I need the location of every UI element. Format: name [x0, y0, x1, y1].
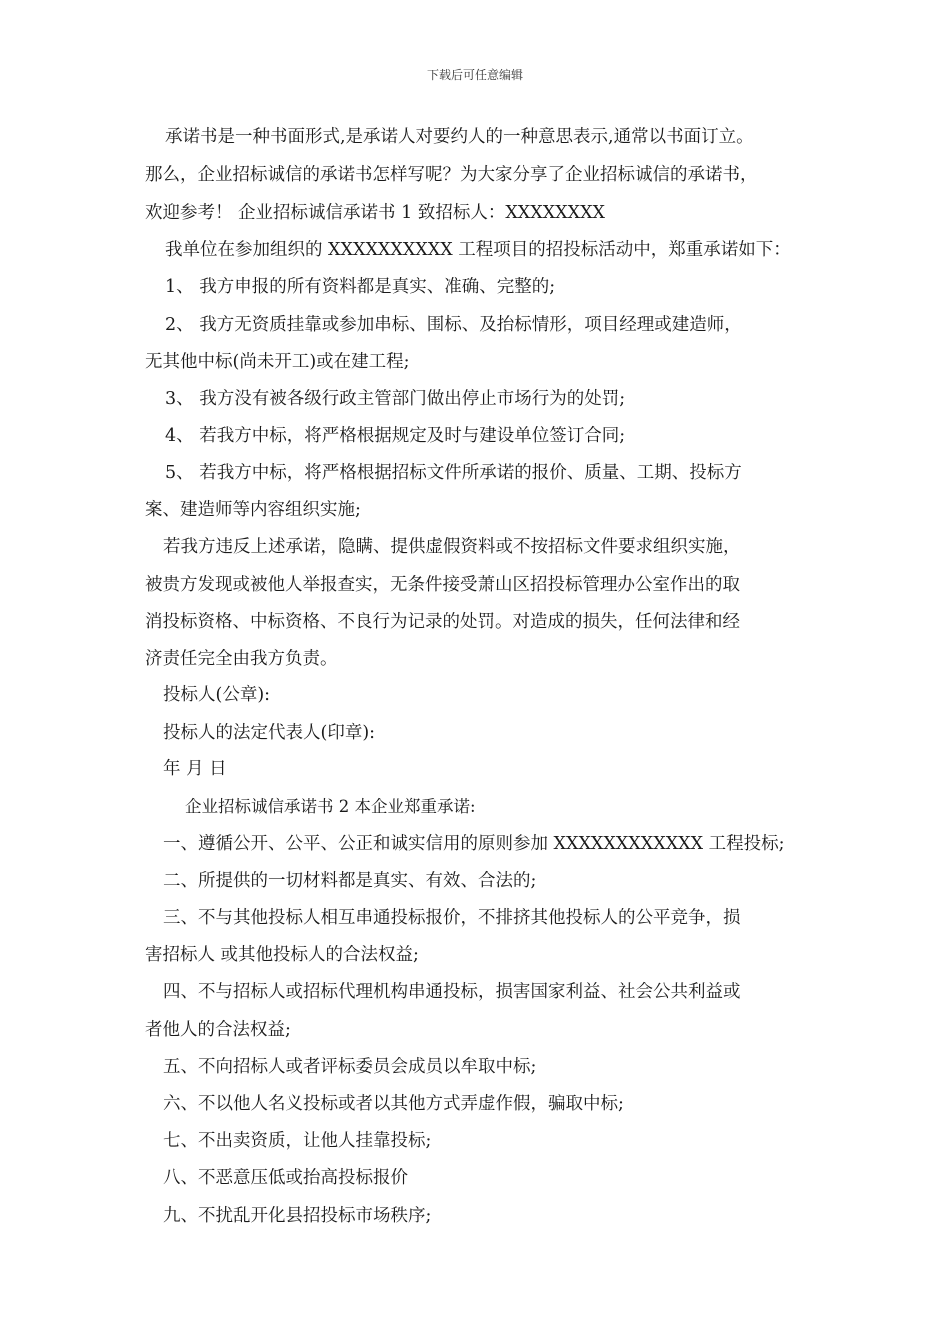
- signature-field: 投标人的法定代表人(印章):: [163, 723, 376, 743]
- text-line: 无其他中标(尚未开工)或在建工程;: [145, 352, 410, 372]
- list-item: 2、 我方无资质挂靠或参加串标、围标、及抬标情形，项目经理或建造师，: [165, 315, 742, 335]
- text-line: 我单位在参加组织的 XXXXXXXXXX 工程项目的招投标活动中，郑重承诺如下：: [165, 240, 791, 260]
- text-line: 济责任完全由我方负责。: [145, 649, 338, 669]
- text-line: 害招标人 或其他投标人的合法权益;: [145, 945, 419, 965]
- list-item: 八、不恶意压低或抬高投标报价: [163, 1168, 408, 1188]
- list-item: 二、所提供的一切材料都是真实、有效、合法的;: [163, 871, 537, 891]
- text-line: 案、建造师等内容组织实施;: [145, 500, 361, 520]
- text-line: 消投标资格、中标资格、不良行为记录的处罚。对造成的损失，任何法律和经: [145, 612, 740, 632]
- text-line: 者他人的合法权益;: [145, 1020, 291, 1040]
- text-line: 被贵方发现或被他人举报查实，无条件接受萧山区招投标管理办公室作出的取: [145, 575, 740, 595]
- list-item: 七、不出卖资质，让他人挂靠投标;: [163, 1131, 432, 1151]
- section-heading: 企业招标诚信承诺书 2 本企业郑重承诺:: [185, 797, 476, 816]
- list-item: 六、不以他人名义投标或者以其他方式弄虚作假，骗取中标;: [163, 1094, 624, 1114]
- text-line: 承诺书是一种书面形式,是承诺人对要约人的一种意思表示,通常以书面订立。: [165, 127, 754, 147]
- list-item: 一、遵循公开、公平、公正和诚实信用的原则参加 XXXXXXXXXXXX 工程投标;: [163, 834, 785, 854]
- list-item: 四、不与招标人或招标代理机构串通投标，损害国家利益、社会公共利益或: [163, 982, 741, 1002]
- list-item: 1、 我方申报的所有资料都是真实、准确、完整的;: [165, 277, 556, 297]
- text-line: 那么，企业招标诚信的承诺书怎样写呢？为大家分享了企业招标诚信的承诺书，: [145, 165, 758, 185]
- signature-field: 投标人(公章):: [163, 685, 271, 705]
- list-item: 5、 若我方中标，将严格根据招标文件所承诺的报价、质量、工期、投标方: [165, 463, 742, 483]
- list-item: 4、 若我方中标，将严格根据规定及时与建设单位签订合同;: [165, 426, 626, 446]
- list-item: 九、不扰乱开化县招投标市场秩序;: [163, 1206, 432, 1226]
- page-header-note: 下载后可任意编辑: [426, 68, 523, 82]
- date-field: 年 月 日: [163, 759, 227, 779]
- text-line: 若我方违反上述承诺，隐瞒、提供虚假资料或不按招标文件要求组织实施，: [163, 537, 741, 557]
- list-item: 3、 我方没有被各级行政主管部门做出停止市场行为的处罚;: [165, 389, 626, 409]
- list-item: 三、不与其他投标人相互串通投标报价，不排挤其他投标人的公平竞争，损: [163, 908, 741, 928]
- list-item: 五、不向招标人或者评标委员会成员以牟取中标;: [163, 1057, 537, 1077]
- text-line: 欢迎参考！ 企业招标诚信承诺书 1 致招标人：XXXXXXXX: [145, 203, 605, 223]
